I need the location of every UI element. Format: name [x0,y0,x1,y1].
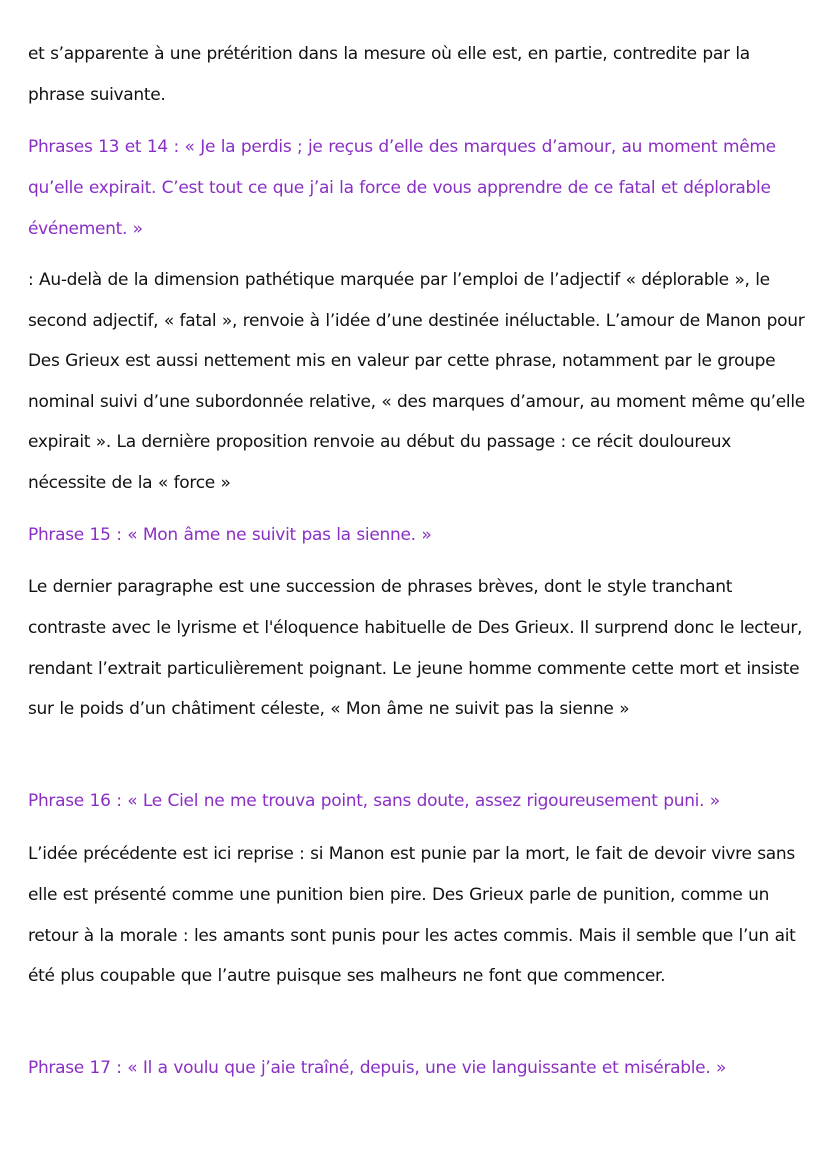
intro-continuation-paragraph: et s’apparente à une prétérition dans la mesure où elle est, en partie, contredite par la phrase suivante. [28,44,750,105]
quote-heading-phrase-17: Phrase 17 : « Il a voulu que j’aie traîné, depuis, une vie languissante et misérable. » [28,1058,727,1078]
commentary-phrases-13-14: : Au-delà de la dimension pathétique marquée par l’emploi de l’adjectif « déplorable », le second adjectif, « fatal », renvoie à l’idée d’une destinée inéluctable. L’amour de Manon pour Des Grieux est aussi nettement mis en valeur par cette phrase, notamment par le groupe nominal suivi d’une subordonnée relative, « des marques d’amour, au moment même qu’elle expirait ». La dernière proposition renvoie au début du passage : ce récit douloureux nécessite de la « force » [28,270,805,493]
quote-heading-phrase-16: Phrase 16 : « Le Ciel ne me trouva point, sans doute, assez rigoureusement puni. » [28,791,720,811]
quote-heading-phrase-15: Phrase 15 : « Mon âme ne suivit pas la sienne. » [28,525,432,545]
commentary-phrase-16: L’idée précédente est ici reprise : si Manon est punie par la mort, le fait de devoir vivre sans elle est présenté comme une punition bien pire. Des Grieux parle de punition, comme un retour à la morale : les amants sont punis pour les actes commis. Mais il semble que l’un ait été plus coupable que l’autre puisque ses malheurs ne font que commencer. [28,844,796,987]
commentary-phrase-15: Le dernier paragraphe est une succession de phrases brèves, dont le style tranchant contraste avec le lyrisme et l'éloquence habituelle de Des Grieux. Il surprend donc le lecteur, rendant l’extrait particulièrement poignant. Le jeune homme commente cette mort et insiste sur le poids d’un châtiment céleste, « Mon âme ne suivit pas la sienne » [28,577,803,720]
quote-heading-phrases-13-14: Phrases 13 et 14 : « Je la perdis ; je reçus d’elle des marques d’amour, au moment même qu’elle expirait. C’est tout ce que j’ai la force de vous apprendre de ce fatal et déplorable événement. » [28,137,776,239]
